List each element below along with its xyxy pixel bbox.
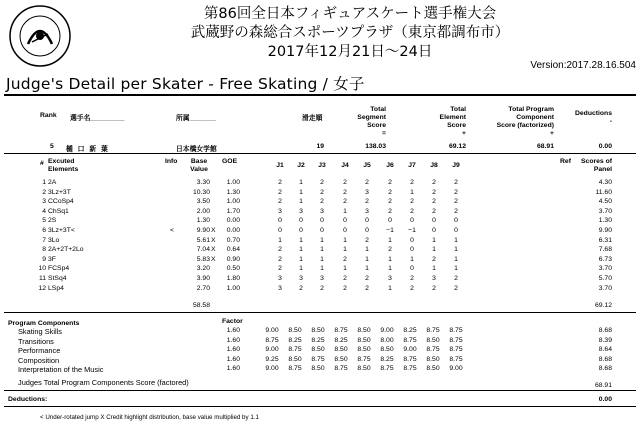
pcs-judge-score: 8.75 (288, 346, 302, 353)
element-name: 3Lz+3T< (48, 227, 75, 234)
element-goe: 0.00 (226, 217, 240, 224)
element-judge-score: 2 (365, 237, 369, 244)
element-judge-score: 2 (278, 179, 282, 186)
element-judge-score: 1 (299, 179, 303, 186)
pcs-factor: 1.60 (226, 337, 240, 344)
skater-rank: 5 (50, 143, 54, 150)
element-judge-score: 2 (320, 285, 324, 292)
element-judge-score: 3 (299, 208, 303, 215)
element-name: LSp4 (48, 285, 64, 292)
element-judge-score: 1 (410, 256, 414, 263)
element-judge-score: 0 (365, 217, 369, 224)
judge-header-2: J2 (297, 162, 305, 169)
judge-header-4: J4 (341, 162, 349, 169)
element-judge-score: 1 (299, 246, 303, 253)
element-judge-score: 0 (343, 227, 347, 234)
element-judge-score: 0 (343, 217, 347, 224)
element-num: 1 (42, 179, 46, 186)
pcs-judge-score: 8.75 (403, 337, 417, 344)
element-judge-score: 2 (365, 198, 369, 205)
pcs-panel-score: 8.68 (598, 327, 612, 334)
col-info-header: Info (165, 158, 178, 165)
element-info: < (170, 227, 174, 234)
element-name: 3Lo (48, 237, 60, 244)
element-judge-score: 2 (454, 179, 458, 186)
element-name: 2A (48, 179, 57, 186)
element-judge-score: 3 (365, 208, 369, 215)
pcs-judge-score: 8.50 (357, 337, 371, 344)
element-credit-mark: X (211, 237, 216, 244)
element-judge-score: 3 (299, 275, 303, 282)
element-judge-score: 2 (278, 189, 282, 196)
pcs-panel-score: 8.68 (598, 356, 612, 363)
element-judge-score: 1 (365, 256, 369, 263)
pcs-judge-score: 8.25 (403, 327, 417, 334)
pcs-judge-score: 8.75 (357, 356, 371, 363)
element-base-value: 3.50 (196, 198, 210, 205)
element-judge-score: 2 (388, 179, 392, 186)
pcs-judge-score: 8.75 (403, 356, 417, 363)
tss-header: Total Segment Score = (357, 106, 386, 137)
pcs-judge-score: 8.75 (265, 337, 279, 344)
element-judge-score: 2 (320, 189, 324, 196)
element-judge-score: 1 (343, 237, 347, 244)
judge-header-6: J6 (386, 162, 394, 169)
pcs-judge-score: 9.25 (265, 356, 279, 363)
element-credit-mark: X (211, 256, 216, 263)
pcs-factor-header: Factor (222, 318, 243, 325)
element-judge-score: 2 (410, 179, 414, 186)
judge-header-3: J3 (318, 162, 326, 169)
element-judge-score: 2 (410, 198, 414, 205)
element-judge-score: 1 (454, 256, 458, 263)
pcs-judge-score: 8.75 (334, 365, 348, 372)
pcs-judge-score: 8.50 (311, 365, 325, 372)
element-base-value: 1.30 (196, 217, 210, 224)
element-judge-score: 1 (320, 256, 324, 263)
element-judge-score: 1 (365, 246, 369, 253)
element-judge-score: 1 (299, 265, 303, 272)
pcs-judge-score: 9.00 (380, 327, 394, 334)
pcs-judge-score: 8.75 (403, 365, 417, 372)
element-judge-score: −1 (386, 227, 394, 234)
club-header: 所属_______ (176, 115, 217, 122)
skater-club: 日本橋女学館 (176, 146, 217, 153)
col-ref-header: Ref (560, 158, 571, 165)
element-judge-score: 0 (278, 227, 282, 234)
element-num: 2 (42, 189, 46, 196)
element-panel-score: 6.31 (598, 237, 612, 244)
element-judge-score: 1 (454, 265, 458, 272)
element-judge-score: 0 (388, 217, 392, 224)
element-base-value: 3.20 (196, 265, 210, 272)
event-title: 第86回全日本フィギュアスケート選手権大会 (203, 6, 497, 22)
element-num: 8 (42, 246, 46, 253)
element-judge-score: 0 (299, 227, 303, 234)
judge-header-5: J5 (363, 162, 371, 169)
element-goe: 0.50 (226, 265, 240, 272)
element-judge-score: 2 (365, 285, 369, 292)
page-title: Judge's Detail per Skater - Free Skating / 女子 (6, 75, 365, 93)
element-panel-score: 4.30 (598, 179, 612, 186)
pcs-judge-score: 8.25 (334, 337, 348, 344)
pcs-judge-score: 8.75 (449, 356, 463, 363)
element-judge-score: 0 (320, 227, 324, 234)
element-panel-score: 11.60 (595, 189, 612, 196)
element-judge-score: 0 (320, 217, 324, 224)
element-num: 11 (38, 275, 46, 282)
pcs-judge-score: 8.75 (288, 365, 302, 372)
pcs-judge-score: 9.00 (265, 346, 279, 353)
pcs-judge-score: 8.50 (334, 346, 348, 353)
element-judge-score: 2 (410, 208, 414, 215)
pcs-judge-score: 8.00 (380, 337, 394, 344)
skater-name: 樋 口 新 葉 (66, 146, 110, 153)
pcs-component-name: Skating Skills (18, 327, 62, 336)
element-judge-score: 2 (365, 179, 369, 186)
elements-base-total: 58.58 (192, 302, 210, 309)
ded-header: Deductions - (574, 110, 612, 125)
pcs-judge-score: 8.25 (311, 337, 325, 344)
element-judge-score: 2 (432, 285, 436, 292)
element-judge-score: 1 (432, 237, 436, 244)
element-judge-score: 2 (343, 179, 347, 186)
pcs-component-name: Performance (18, 346, 61, 355)
element-judge-score: 2 (410, 275, 414, 282)
col-goe-header: GOE (222, 158, 238, 165)
element-judge-score: 2 (454, 189, 458, 196)
pcs-judge-score: 8.50 (288, 356, 302, 363)
element-base-value: 5.61 (196, 237, 210, 244)
element-name: CCoSp4 (48, 198, 74, 205)
judge-header-7: J7 (408, 162, 416, 169)
element-num: 3 (42, 198, 46, 205)
version-label: Version:2017.28.16.504 (530, 60, 636, 71)
element-base-value: 10.30 (192, 189, 210, 196)
element-judge-score: 1 (343, 265, 347, 272)
elements-score-total: 69.12 (594, 302, 612, 309)
element-judge-score: 3 (432, 275, 436, 282)
judge-header-9: J9 (452, 162, 460, 169)
pcs-judge-score: 9.00 (403, 346, 417, 353)
element-judge-score: 3 (278, 285, 282, 292)
element-goe: 1.00 (226, 179, 240, 186)
element-judge-score: −1 (408, 227, 416, 234)
pcs-panel-score: 8.68 (598, 365, 612, 372)
skater-pcs: 68.91 (536, 143, 554, 150)
pcs-judge-score: 8.50 (334, 356, 348, 363)
element-base-value: 5.83 (196, 256, 210, 263)
element-judge-score: 2 (454, 285, 458, 292)
element-judge-score: 1 (388, 285, 392, 292)
pcs-judge-score: 8.50 (357, 327, 371, 334)
element-judge-score: 1 (343, 246, 347, 253)
element-judge-score: 1 (388, 265, 392, 272)
skater-tss: 138.03 (365, 143, 386, 150)
element-judge-score: 1 (320, 237, 324, 244)
pcs-judge-score: 8.50 (426, 365, 440, 372)
deductions-label: Deductions: (8, 396, 48, 403)
element-judge-score: 1 (299, 256, 303, 263)
element-judge-score: 1 (320, 246, 324, 253)
element-judge-score: 0 (410, 246, 414, 253)
element-base-value: 3.90 (196, 275, 210, 282)
element-name: 2S (48, 217, 57, 224)
element-goe: 1.70 (226, 208, 240, 215)
pcs-judge-score: 8.50 (380, 346, 394, 353)
pcs-panel-score: 8.64 (598, 346, 612, 353)
rank-header: Rank (40, 112, 57, 119)
element-base-value: 9.90 (196, 227, 210, 234)
element-judge-score: 2 (278, 256, 282, 263)
element-judge-score: 2 (410, 285, 414, 292)
element-name: 2A+2T+2Lo (48, 246, 84, 253)
skater-tes: 69.12 (448, 143, 466, 150)
title-rule (4, 94, 636, 96)
pcs-rule (4, 390, 636, 391)
element-judge-score: 2 (320, 198, 324, 205)
element-judge-score: 3 (278, 275, 282, 282)
element-judge-score: 3 (388, 275, 392, 282)
pcs-judge-score: 8.50 (357, 365, 371, 372)
element-credit-mark: X (211, 227, 216, 234)
pcs-judge-score: 8.25 (380, 356, 394, 363)
element-judge-score: 2 (278, 265, 282, 272)
element-panel-score: 5.70 (598, 275, 612, 282)
element-judge-score: 0 (410, 265, 414, 272)
element-judge-score: 1 (299, 189, 303, 196)
element-base-value: 7.04 (196, 246, 210, 253)
pcs-judge-score: 8.50 (426, 337, 440, 344)
element-num: 7 (42, 237, 46, 244)
pcs-judge-score: 8.75 (426, 346, 440, 353)
col-num-header: # (40, 160, 44, 167)
element-num: 5 (42, 217, 46, 224)
element-name: ChSq1 (48, 208, 69, 215)
pcs-component-name: Interpretation of the Music (18, 365, 104, 374)
deductions-value: 0.00 (598, 396, 612, 403)
element-judge-score: 1 (343, 208, 347, 215)
element-judge-score: 1 (388, 256, 392, 263)
col-elements-header: Excuted Elements (48, 158, 79, 173)
element-base-value: 3.30 (196, 179, 210, 186)
element-judge-score: 2 (454, 198, 458, 205)
element-judge-score: 0 (454, 227, 458, 234)
element-judge-score: 0 (454, 217, 458, 224)
element-name: FCSp4 (48, 265, 70, 272)
col-panel-header: Scores of Panel (581, 158, 612, 173)
element-judge-score: 0 (365, 227, 369, 234)
element-judge-score: 1 (299, 237, 303, 244)
element-judge-score: 2 (365, 275, 369, 282)
element-judge-score: 2 (454, 208, 458, 215)
element-panel-score: 7.68 (598, 246, 612, 253)
element-judge-score: 3 (365, 189, 369, 196)
element-num: 4 (42, 208, 46, 215)
element-judge-score: 2 (320, 179, 324, 186)
element-base-value: 2.70 (196, 285, 210, 292)
element-goe: 1.80 (226, 275, 240, 282)
element-goe: 1.00 (226, 198, 240, 205)
pcs-factor: 1.60 (226, 346, 240, 353)
element-judge-score: 2 (343, 275, 347, 282)
element-judge-score: 2 (343, 198, 347, 205)
element-judge-score: 1 (320, 265, 324, 272)
pcs-judge-score: 9.00 (265, 327, 279, 334)
pcs-total-value: 68.91 (594, 382, 612, 389)
event-dates: 2017年12月21日〜24日 (267, 44, 433, 60)
element-judge-score: 1 (278, 237, 282, 244)
summary-rule (4, 153, 636, 154)
pcs-panel-score: 8.39 (598, 337, 612, 344)
pcs-judge-score: 9.00 (449, 365, 463, 372)
element-judge-score: 2 (299, 285, 303, 292)
element-judge-score: 2 (278, 246, 282, 253)
element-base-value: 2.00 (196, 208, 210, 215)
pcs-judge-score: 8.50 (357, 346, 371, 353)
element-name: 3Lz+3T (48, 189, 71, 196)
col-base-header: Base Value (190, 158, 208, 173)
pcs-judge-score: 8.75 (449, 337, 463, 344)
element-judge-score: 2 (343, 256, 347, 263)
elements-rule (4, 312, 636, 313)
element-panel-score: 3.70 (598, 285, 612, 292)
pcs-judge-score: 8.75 (311, 356, 325, 363)
element-panel-score: 9.90 (598, 227, 612, 234)
pcs-component-name: Transitions (18, 337, 54, 346)
judge-header-8: J8 (430, 162, 438, 169)
element-judge-score: 2 (432, 179, 436, 186)
element-judge-score: 2 (388, 246, 392, 253)
element-judge-score: 0 (432, 227, 436, 234)
pcs-judge-score: 8.50 (288, 327, 302, 334)
element-credit-mark: X (211, 246, 216, 253)
tes-header: Total Element Score + (439, 106, 466, 137)
pcs-judge-score: 8.75 (426, 327, 440, 334)
element-panel-score: 3.70 (598, 208, 612, 215)
pcs-component-name: Composition (18, 356, 60, 365)
element-judge-score: 2 (388, 208, 392, 215)
name-header: 選手名_________ (70, 115, 125, 122)
element-goe: 0.00 (226, 227, 240, 234)
element-judge-score: 1 (410, 189, 414, 196)
element-name: StSq4 (48, 275, 67, 282)
pcs-factor: 1.60 (226, 327, 240, 334)
element-goe: 0.64 (226, 246, 240, 253)
footnote: < Under-rotated jump X Credit highlight distribution, base value multiplied by 1.1 (40, 414, 259, 421)
element-judge-score: 2 (278, 198, 282, 205)
element-judge-score: 2 (454, 275, 458, 282)
element-goe: 1.30 (226, 189, 240, 196)
element-panel-score: 3.70 (598, 265, 612, 272)
pcs-judge-score: 8.75 (380, 365, 394, 372)
element-judge-score: 2 (343, 285, 347, 292)
element-judge-score: 1 (388, 237, 392, 244)
element-name: 3F (48, 256, 56, 263)
element-judge-score: 2 (432, 189, 436, 196)
pcs-factor: 1.60 (226, 365, 240, 372)
element-judge-score: 1 (432, 246, 436, 253)
element-judge-score: 3 (278, 208, 282, 215)
skater-deductions: 0.00 (598, 143, 612, 150)
deductions-rule (4, 406, 636, 407)
element-judge-score: 0 (299, 217, 303, 224)
element-judge-score: 0 (410, 217, 414, 224)
pcs-title: Program Components (8, 320, 80, 327)
pcs-total-label: Judges Total Program Components Score (factored) (18, 378, 189, 387)
element-judge-score: 0 (410, 237, 414, 244)
pcs-judge-score: 8.25 (288, 337, 302, 344)
element-judge-score: 2 (432, 198, 436, 205)
element-judge-score: 2 (388, 198, 392, 205)
judge-header-1: J1 (276, 162, 284, 169)
element-goe: 0.90 (226, 256, 240, 263)
element-judge-score: 1 (299, 198, 303, 205)
element-panel-score: 6.73 (598, 256, 612, 263)
element-panel-score: 4.50 (598, 198, 612, 205)
pcs-judge-score: 8.50 (311, 327, 325, 334)
start-header: 滑走順 (302, 115, 323, 122)
element-judge-score: 1 (432, 265, 436, 272)
pcs-judge-score: 8.50 (311, 346, 325, 353)
pcs-judge-score: 8.75 (449, 327, 463, 334)
pcs-judge-score: 8.75 (449, 346, 463, 353)
element-num: 12 (38, 285, 46, 292)
element-num: 10 (38, 265, 46, 272)
element-judge-score: 3 (320, 275, 324, 282)
element-judge-score: 0 (432, 217, 436, 224)
element-judge-score: 0 (278, 217, 282, 224)
pcs-judge-score: 9.00 (265, 365, 279, 372)
pcs-factor: 1.60 (226, 356, 240, 363)
element-judge-score: 1 (454, 237, 458, 244)
venue-title: 武蔵野の森総合スポーツプラザ（東京都調布市） (190, 25, 510, 41)
element-panel-score: 1.30 (598, 217, 612, 224)
element-judge-score: 2 (388, 189, 392, 196)
pcs-judge-score: 8.75 (334, 327, 348, 334)
element-judge-score: 1 (454, 246, 458, 253)
element-goe: 1.00 (226, 285, 240, 292)
element-judge-score: 3 (320, 208, 324, 215)
element-goe: 0.70 (226, 237, 240, 244)
pcs-judge-score: 8.50 (426, 356, 440, 363)
element-judge-score: 2 (343, 189, 347, 196)
element-judge-score: 2 (432, 208, 436, 215)
element-num: 9 (42, 256, 46, 263)
skater-start-no: 19 (316, 143, 324, 150)
pcs-header: Total Program Component Score (factorized) + (496, 106, 554, 137)
element-judge-score: 1 (365, 265, 369, 272)
element-num: 6 (42, 227, 46, 234)
element-judge-score: 2 (432, 256, 436, 263)
